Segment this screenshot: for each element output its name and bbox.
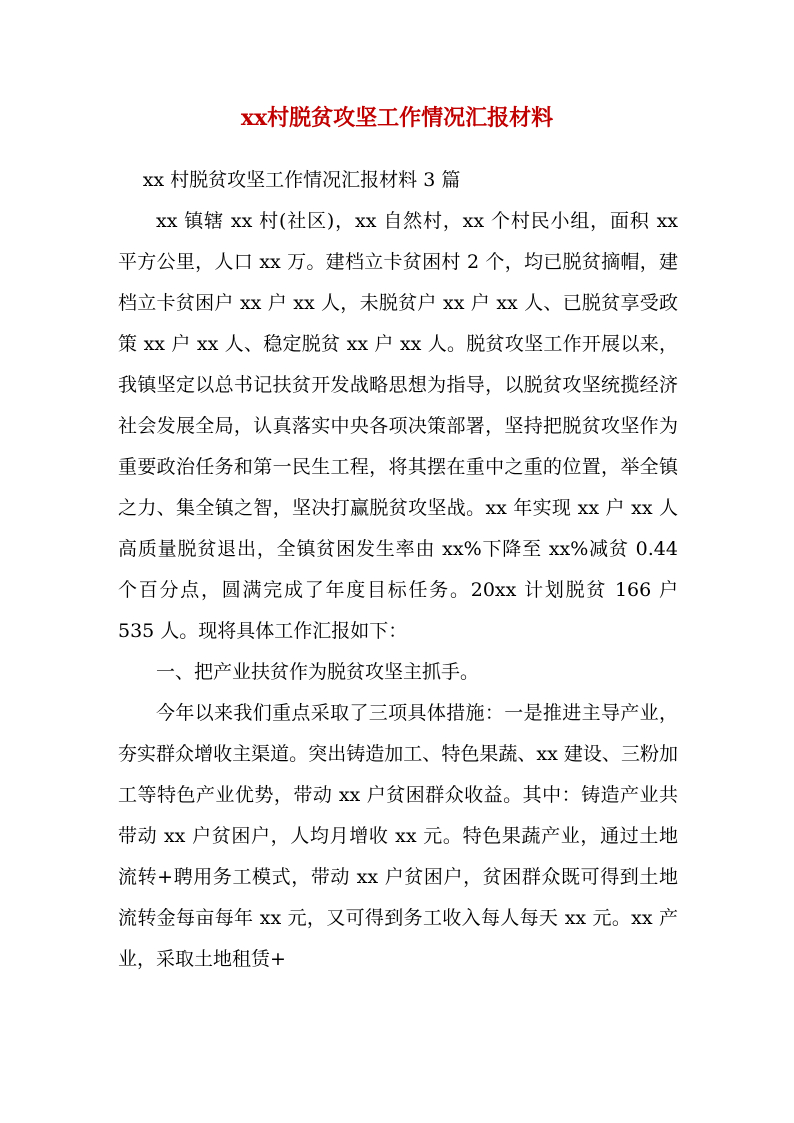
document-body <box>118 160 678 980</box>
section-heading: 一、把产业扶贫作为脱贫攻坚主抓手。 <box>156 661 480 683</box>
document-title: xx村脱贫攻坚工作情况汇报材料 <box>240 105 554 131</box>
paragraph-subtitle: xx 村脱贫攻坚工作情况汇报材料 3 篇 <box>142 169 461 191</box>
paragraph-overview: xx 镇辖 xx 村(社区)，xx 自然村，xx 个村民小组，面积 xx 平方公里，人口 xx 万。建档立卡贫困村 2 个，均已脱贫摘帽，建档立卡贫困户 xx 户 xx 人，未脱贫户 xx 户 xx 人、已脱贫享受政策 xx 户 xx 人、稳定脱贫 xx 户 xx 人。脱贫攻坚工作开展以来，我镇坚定以总书记扶贫开发战略思想为指导，以脱贫攻坚统揽经济社会发展全局，认真落实中央各项决策部署，坚持把脱贫攻坚作为重要政治任务和第一民生工程，将其摆在重中之重的位置，举全镇之力、集全镇之智，坚决打赢脱贫攻坚战。xx 年实现 xx 户 xx 人高质量脱贫退出，全镇贫困发生率由 xx%下降至 xx%减贫 0.44 个百分点，圆满完成了年度目标任务。20xx 计划脱贫 166 户 535 人。现将具体工作汇报如下： <box>118 210 678 642</box>
paragraph-measures: 今年以来我们重点采取了三项具体措施：一是推进主导产业，夯实群众增收主渠道。突出铸造加工、特色果蔬、xx 建设、三粉加工等特色产业优势，带动 xx 户贫困群众收益。其中：铸造产业共带动 xx 户贫困户，人均月增收 xx 元。特色果蔬产业，通过土地流转+聘用务工模式，带动 xx 户贫困户，贫困群众既可得到土地流转金每亩每年 xx 元，又可得到务工收入每人每天 xx 元。xx 产业，采取土地租赁+ <box>118 702 678 970</box>
